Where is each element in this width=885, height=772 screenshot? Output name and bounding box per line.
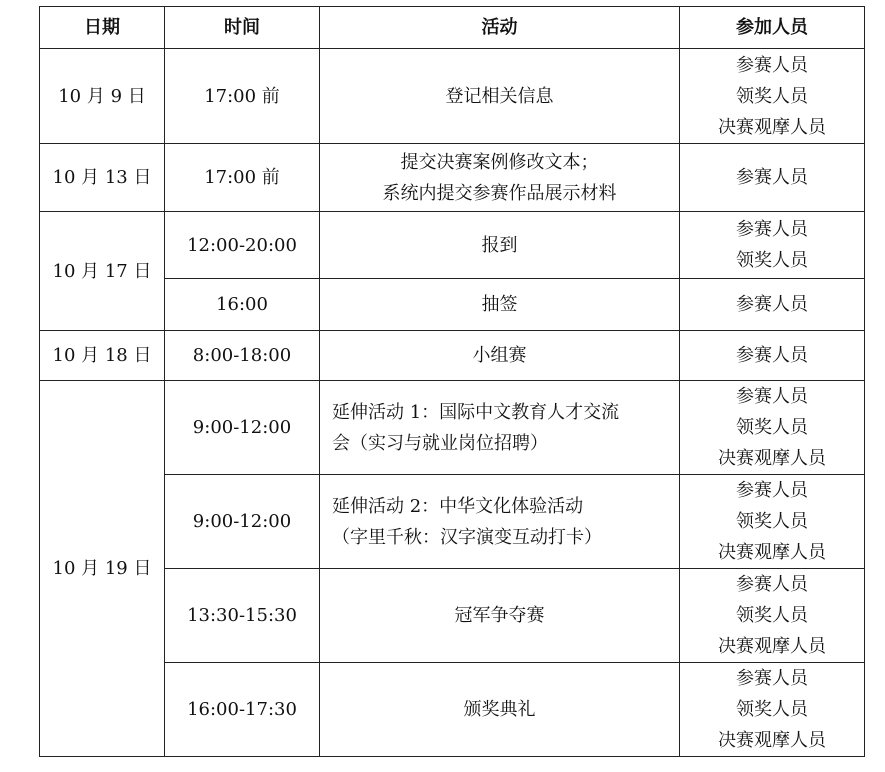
people-line: 领奖人员 — [736, 699, 808, 720]
header-row — [40, 7, 865, 49]
people-line: 领奖人员 — [736, 605, 808, 626]
header-people: 参加人员 — [680, 7, 865, 49]
activity-cell — [320, 381, 680, 475]
people-line: 决赛观摩人员 — [718, 542, 826, 563]
table-row — [40, 381, 865, 475]
activity-cell — [320, 569, 680, 663]
people-line: 参赛人员 — [736, 219, 808, 240]
people-line: 参赛人员 — [736, 480, 808, 501]
header-activity: 活动 — [320, 7, 680, 49]
people-line: 参赛人员 — [736, 574, 808, 595]
time-cell: 17:00 前 — [165, 49, 320, 144]
people-line: 领奖人员 — [736, 511, 808, 532]
people-line: 领奖人员 — [736, 417, 808, 438]
people-cell — [680, 212, 865, 279]
time-cell: 16:00 — [165, 279, 320, 331]
people-cell — [680, 331, 865, 381]
people-line: 决赛观摩人员 — [718, 636, 826, 657]
people-line: 领奖人员 — [736, 250, 808, 271]
activity-line: 抽签 — [481, 294, 518, 315]
time-cell: 12:00-20:00 — [165, 212, 320, 279]
activity-line: 延伸活动 1：国际中文教育人才交流 — [332, 401, 620, 423]
time-cell: 9:00-12:00 — [165, 475, 320, 569]
date-cell: 10 月 18 日 — [40, 331, 165, 381]
activity-line: 会（实习与就业岗位招聘） — [332, 432, 548, 454]
activity-cell — [320, 212, 680, 279]
people-cell — [680, 381, 865, 475]
activity-cell — [320, 279, 680, 331]
people-line: 参赛人员 — [736, 345, 808, 366]
activity-line: 登记相关信息 — [445, 85, 554, 107]
header-time: 时间 — [165, 7, 320, 49]
activity-line: 提交决赛案例修改文本； — [400, 151, 599, 173]
table-row — [40, 49, 865, 144]
activity-line: 小组赛 — [472, 345, 527, 366]
table-row — [40, 144, 865, 212]
activity-cell — [320, 49, 680, 144]
header-date: 日期 — [40, 7, 165, 49]
people-cell — [680, 144, 865, 212]
activity-cell — [320, 475, 680, 569]
people-line: 领奖人员 — [736, 85, 808, 107]
people-cell — [680, 279, 865, 331]
people-line: 参赛人员 — [736, 294, 808, 315]
activity-cell — [320, 144, 680, 212]
activity-line: 颁奖典礼 — [463, 699, 536, 720]
people-line: 参赛人员 — [736, 54, 808, 76]
schedule-table — [39, 6, 865, 757]
activity-line: 报到 — [481, 234, 518, 256]
activity-line: 系统内提交参赛作品展示材料 — [382, 182, 617, 204]
people-line: 参赛人员 — [736, 668, 808, 689]
activity-line: （字里千秋：汉字演变互动打卡） — [332, 526, 602, 548]
date-cell: 10 月 9 日 — [40, 49, 165, 144]
people-cell — [680, 49, 865, 144]
people-cell — [680, 475, 865, 569]
people-cell — [680, 663, 865, 757]
people-line: 决赛观摩人员 — [718, 116, 826, 138]
people-line: 参赛人员 — [736, 386, 808, 407]
activity-line: 冠军争夺赛 — [454, 605, 545, 626]
time-cell: 13:30-15:30 — [165, 569, 320, 663]
people-line: 决赛观摩人员 — [718, 448, 826, 469]
date-cell: 10 月 19 日 — [40, 381, 165, 757]
time-cell: 8:00-18:00 — [165, 331, 320, 381]
people-line: 决赛观摩人员 — [718, 730, 826, 751]
activity-line: 延伸活动 2：中华文化体验活动 — [332, 495, 584, 517]
people-cell — [680, 569, 865, 663]
time-cell: 17:00 前 — [165, 144, 320, 212]
activity-cell — [320, 663, 680, 757]
table-row — [40, 331, 865, 381]
time-cell: 9:00-12:00 — [165, 381, 320, 475]
time-cell: 16:00-17:30 — [165, 663, 320, 757]
table-row — [40, 212, 865, 279]
activity-cell — [320, 331, 680, 381]
date-cell: 10 月 17 日 — [40, 212, 165, 331]
people-line: 参赛人员 — [736, 167, 808, 188]
date-cell: 10 月 13 日 — [40, 144, 165, 212]
